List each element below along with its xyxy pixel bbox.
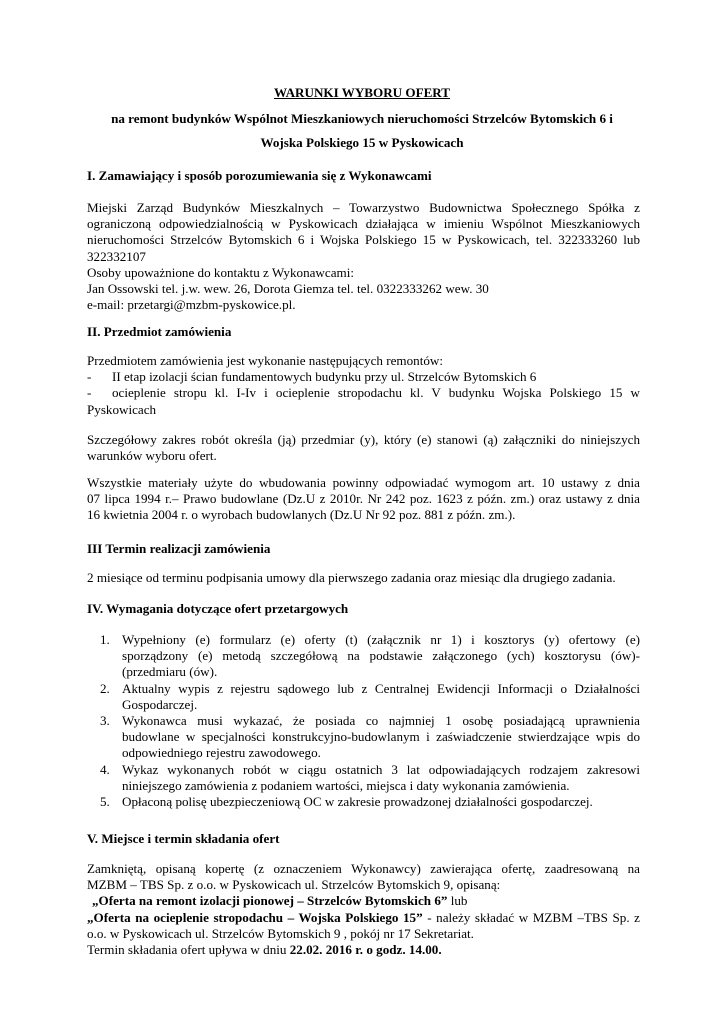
- section-2-intro: Przedmiotem zamówienia jest wykonanie następujących remontów:: [87, 353, 443, 368]
- section-1-body: [87, 200, 640, 313]
- section-2-body: [87, 353, 640, 418]
- list-item-line: Gospodarczej.: [122, 696, 198, 712]
- section-5-line: [87, 942, 640, 958]
- paragraph-line: 16 kwietnia 2004 r. o wyrobach budowlanych (Dz.U Nr 92 poz. 881 z późn. zm.).: [87, 507, 516, 523]
- section-5-line: MZBM – TBS Sp. z o.o. w Pyskowicach ul. Strzelców Bytomskich 9, opisaną:: [87, 877, 501, 893]
- list-item-line: sporządzony (e) metodą szczegółową na podstawie załączonego (ych) kosztorysu (ów)-: [122, 648, 640, 664]
- list-item: [87, 762, 640, 794]
- section-5-heading: V. Miejsce i termin składania ofert: [87, 831, 280, 846]
- document-subtitle-line-2: Wojska Polskiego 15 w Pyskowicach: [260, 135, 464, 150]
- paragraph-line: Szczegółowy zakres robót określa (ją) przedmiar (y), który (e) stanowi (ą) załączniki do niniejszych: [87, 432, 640, 447]
- list-number: 2.: [100, 680, 110, 696]
- section-2-heading: II. Przedmiot zamówienia: [87, 324, 232, 339]
- deadline-date: 22.02. 2016 r. o godz. 14.00.: [289, 942, 442, 958]
- list-item: [87, 681, 640, 713]
- list-item-line: odpowiedniego rejestru zawodowego.: [122, 745, 321, 761]
- section-4-heading: IV. Wymagania dotyczące ofert przetargowych: [87, 601, 349, 616]
- offer-label-2-suffix: - należy składać w MZBM –TBS Sp. z: [422, 909, 640, 925]
- list-item-line: Aktualny wypis z rejestru sądowego lub z Centralnej Ewidencji Informacji o Działalności: [122, 680, 640, 696]
- section-3-body: [87, 570, 640, 586]
- section-2-paragraph-1: [87, 432, 640, 464]
- offer-label-1-suffix: lub: [447, 893, 468, 909]
- list-item-line: Wykonawca musi wykazać, że posiada co najmniej 1 osobę posiadającą uprawnienia: [122, 713, 640, 729]
- list-item-line: Wypełniony (e) formularz (e) oferty (t) (załącznik nr 1) i kosztorys (y) ofertowy (e): [122, 632, 640, 647]
- section-3-heading: III Termin realizacji zamówienia: [87, 541, 271, 556]
- section-5-line: [87, 893, 640, 909]
- section-5-line: [87, 910, 640, 926]
- paragraph-line: 07 lipca 1994 r.– Prawo budowlane (Dz.U z 2010r. Nr 242 poz. 1623 z późn. zm.) oraz ustawy z dnia: [87, 491, 640, 507]
- list-number: 3.: [100, 713, 110, 729]
- section-3-text: 2 miesiące od terminu podpisania umowy dla pierwszego zadania oraz miesiąc dla drugiego zadania.: [87, 570, 616, 585]
- list-number: 5.: [100, 794, 110, 810]
- list-number: 4.: [100, 761, 110, 777]
- section-1-heading: I. Zamawiający i sposób porozumiewania się z Wykonawcami: [87, 168, 432, 183]
- requirements-list: [87, 632, 640, 810]
- section-2-paragraph-2: [87, 475, 640, 524]
- list-item: [87, 794, 640, 810]
- list-item-line: Opłaconą polisę ubezpieczeniową OC w zakresie prowadzonej działalności gospodarczej.: [122, 794, 593, 810]
- list-item-line: budowlane w specjalności konstrukcyjno-budowlanym i zaświadczenie stwierdzające wpis do: [122, 729, 640, 745]
- paragraph-line: warunków wyboru ofert.: [87, 448, 217, 464]
- offer-label-2: „Oferta na ocieplenie stropodachu – Wojska Polskiego 15”: [87, 909, 423, 925]
- offer-label-1: „Oferta na remont izolacji pionowej – Strzelców Bytomskich 6”: [92, 893, 448, 909]
- dash-item-text: II etap izolacji ścian fundamentowych budynku przy ul. Strzelców Bytomskich 6: [112, 369, 537, 385]
- document-subtitle-line-1: na remont budynków Wspólnot Mieszkaniowych nieruchomości Strzelców Bytomskich 6 i: [111, 111, 613, 126]
- list-item-line: Wykaz wykonanych robót w ciągu ostatnich 3 lat odpowiadających rodzajem zakresowi: [122, 761, 640, 777]
- section-5-line: o.o. w Pyskowicach ul. Strzelców Bytomskich 9 , pokój nr 17 Sekretariat.: [87, 925, 474, 941]
- dash-item: [87, 369, 640, 385]
- deadline-prefix: Termin składania ofert upływa w dniu: [87, 942, 290, 958]
- dash-marker: -: [87, 369, 92, 385]
- paragraph-line: Wszystkie materiały użyte do wbudowania powinny odpowiadać wymogom art. 10 ustawy z dnia: [87, 475, 640, 490]
- section-1-line: ograniczoną odpowiedzialnością w Pyskowicach działająca w imieniu Wspólnot Mieszkaniowych: [87, 216, 640, 232]
- list-item-line: (przedmiaru (ów).: [122, 664, 218, 680]
- list-item: [87, 632, 640, 681]
- section-1-line: Jan Ossowski tel. j.w. wew. 26, Dorota Giemza tel. tel. 0322333262 wew. 30: [87, 281, 489, 297]
- document-title: WARUNKI WYBORU OFERT: [273, 85, 451, 100]
- section-1-line: Osoby upoważnione do kontaktu z Wykonawcami:: [87, 264, 354, 280]
- list-item-line: niniejszego zamówienia z podaniem wartości, miejsca i daty wykonania zamówienia.: [122, 777, 570, 793]
- section-1-line: Miejski Zarząd Budynków Mieszkalnych – Towarzystwo Budownictwa Społecznego Spółka z: [87, 200, 640, 215]
- section-5-line: Zamkniętą, opisaną kopertę (z oznaczeniem Wykonawcy) zawierająca ofertę, zaadresowaną na: [87, 861, 640, 876]
- list-number: 1.: [100, 632, 110, 647]
- section-1-line: nieruchomości Strzelców Bytomskich 6 i Wojska Polskiego 15 w Pyskowicach, tel. 322333260 lub: [87, 232, 640, 248]
- dash-marker: -: [87, 385, 92, 401]
- section-1-line: 322332107: [87, 248, 146, 264]
- section-5-body: [87, 861, 640, 958]
- dash-item-continuation: Pyskowicach: [87, 401, 157, 417]
- section-1-email: e-mail: przetargi@mzbm-pyskowice.pl.: [87, 297, 296, 313]
- dash-item-text: ocieplenie stropu kl. I-Iv i ocieplenie stropodachu kl. V budynku Wojska Polskiego 15 w: [112, 385, 640, 401]
- list-item: [87, 713, 640, 762]
- dash-item: [87, 385, 640, 401]
